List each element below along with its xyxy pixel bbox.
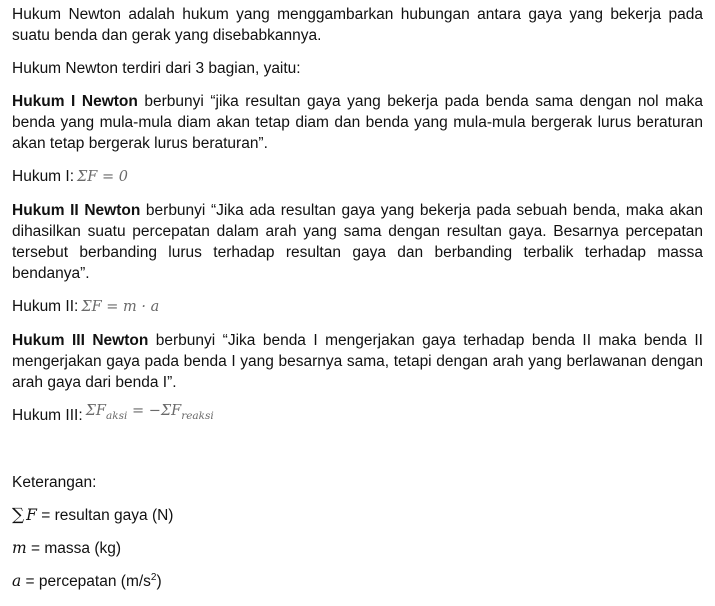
legend-symbol-acceleration: a: [12, 572, 22, 590]
legend-item-acceleration: [12, 571, 703, 592]
sigma-icon: ∑: [12, 505, 25, 525]
law3-formula-left-sub: aksi: [105, 410, 128, 422]
law3-formula-line: [12, 405, 703, 428]
law3-title: Hukum III Newton: [12, 332, 149, 349]
law1-formula: ΣF = 0: [77, 169, 128, 185]
legend-symbol-force: F: [26, 506, 37, 524]
law1-paragraph: [12, 91, 703, 154]
law2-formula: ΣF = m · a: [81, 299, 160, 315]
parts-paragraph: Hukum Newton terdiri dari 3 bagian, yaitu:: [12, 60, 301, 77]
law2-paragraph: [12, 200, 703, 284]
legend-heading: Keterangan:: [12, 474, 97, 491]
legend-item-force: [12, 505, 703, 526]
law3-formula: [86, 401, 214, 423]
law3-paragraph: [12, 330, 703, 393]
legend-sup-acceleration: 2: [150, 571, 157, 583]
law2-formula-label: Hukum II:: [12, 298, 79, 315]
law1-title: Hukum I Newton: [12, 93, 138, 110]
legend-desc-mass: = massa (kg): [26, 540, 122, 557]
law2-title: Hukum II Newton: [12, 202, 141, 219]
law3-formula-left: ΣF: [85, 403, 106, 419]
law3-text: berbunyi “Jika benda I mengerjakan gaya terhadap benda II maka benda II mengerjakan gaya pada benda I yang besarnya sama, tetapi dengan arah yang berlawanan dengan arah gaya dari benda I”.: [12, 332, 703, 391]
law3-formula-right-sub: reaksi: [181, 410, 214, 422]
legend-desc-acceleration: = percepatan (m/s: [21, 573, 151, 590]
spacer: [12, 428, 703, 472]
legend-desc-force: = resultan gaya (N): [36, 507, 174, 524]
law3-formula-mid: = −ΣF: [127, 403, 182, 419]
law1-formula-line: [12, 166, 703, 188]
legend-item-mass: [12, 538, 703, 559]
legend-tail-acceleration: ): [156, 573, 162, 590]
law3-formula-label: Hukum III:: [12, 407, 83, 424]
intro-paragraph: Hukum Newton adalah hukum yang menggambarkan hubungan antara gaya yang bekerja pada suatu benda dan gerak yang disebabkannya.: [12, 6, 703, 44]
legend-symbol-mass: m: [12, 539, 27, 557]
law1-text: berbunyi “jika resultan gaya yang bekerja pada benda sama dengan nol maka benda yang mula-mula diam akan tetap diam dan benda yang mula-mula bergerak lurus beraturan akan tetap bergerak lurus beraturan”.: [12, 93, 703, 152]
law2-text: berbunyi “Jika ada resultan gaya yang bekerja pada sebuah benda, maka akan dihasilkan suatu percepatan dalam arah yang sama dengan resultan gaya. Besarnya percepatan tersebut berbanding lurus terhadap resultan gaya dan berbanding terbalik terhadap massa bendanya”.: [12, 202, 703, 282]
law1-formula-label: Hukum I:: [12, 168, 75, 185]
law2-formula-line: [12, 296, 703, 318]
